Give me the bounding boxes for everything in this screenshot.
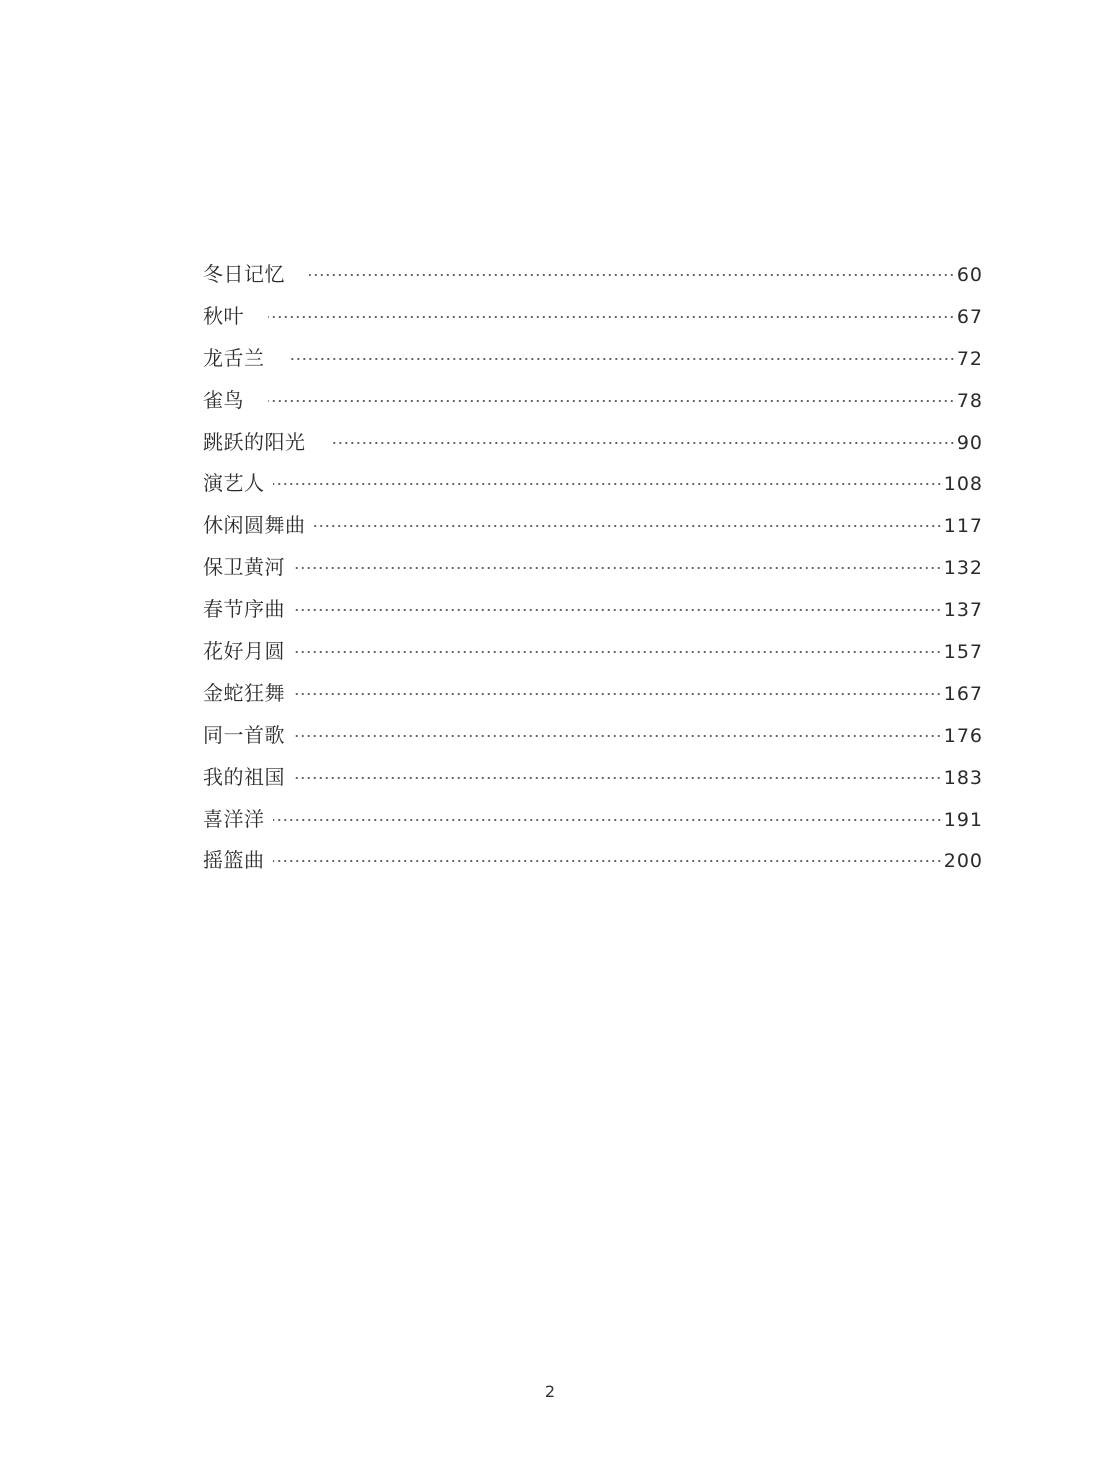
dot-leader xyxy=(314,525,942,527)
toc-entry[interactable] xyxy=(203,463,983,505)
toc-entry[interactable] xyxy=(203,338,983,380)
toc-entry-title: 休闲圆舞曲 xyxy=(203,513,306,538)
toc-entry-title: 摇篮曲 xyxy=(203,848,265,873)
toc-entry[interactable] xyxy=(203,799,983,841)
toc-entry-page: 78 xyxy=(956,389,983,412)
toc-entry-title: 喜洋洋 xyxy=(203,806,265,831)
toc-entry-title: 雀鸟 xyxy=(203,387,244,412)
dot-leader xyxy=(293,651,942,653)
toc-entry-title: 同一首歌 xyxy=(203,722,285,747)
toc-entry-page: 167 xyxy=(943,682,983,705)
toc-entry-page: 72 xyxy=(956,347,983,370)
toc-entry[interactable] xyxy=(203,631,983,673)
toc-entry[interactable] xyxy=(203,589,983,631)
toc-entry-page: 132 xyxy=(943,557,983,580)
toc-entry-title: 跳跃的阳光 xyxy=(203,429,306,454)
toc-entry[interactable] xyxy=(203,547,983,589)
toc-entry[interactable] xyxy=(203,296,983,338)
toc-entry[interactable] xyxy=(203,673,983,715)
toc-entry-title: 金蛇狂舞 xyxy=(203,680,285,705)
dot-leader xyxy=(330,442,955,444)
dot-leader xyxy=(289,358,955,360)
toc-entry-title: 演艺人 xyxy=(203,471,265,496)
dot-leader xyxy=(273,819,942,821)
dot-leader xyxy=(309,274,955,276)
toc-entry-page: 157 xyxy=(943,641,983,664)
toc-entry-title: 花好月圆 xyxy=(203,639,285,664)
dot-leader xyxy=(293,567,942,569)
toc-entry-page: 108 xyxy=(943,473,983,496)
dot-leader xyxy=(293,693,942,695)
toc-entry-page: 137 xyxy=(943,599,983,622)
dot-leader xyxy=(293,609,942,611)
toc-entry-title: 秋叶 xyxy=(203,303,244,328)
toc-entry-title: 龙舌兰 xyxy=(203,345,265,370)
toc-entry-page: 176 xyxy=(943,724,983,747)
toc-entry-page: 60 xyxy=(956,264,983,286)
toc-entry-title: 春节序曲 xyxy=(203,597,285,622)
toc-entry[interactable] xyxy=(203,715,983,757)
toc-entry-page: 200 xyxy=(943,850,983,873)
page-number: 2 xyxy=(544,1382,556,1401)
dot-leader xyxy=(268,316,955,318)
toc-entry-page: 117 xyxy=(943,515,983,538)
toc-entry-page: 90 xyxy=(956,431,983,454)
dot-leader xyxy=(273,860,942,862)
toc-entry[interactable] xyxy=(203,380,983,422)
toc-entry[interactable] xyxy=(203,840,983,882)
dot-leader xyxy=(293,735,942,737)
toc-entry-title: 我的祖国 xyxy=(203,764,285,789)
toc-entry-page: 191 xyxy=(943,808,983,831)
toc-entry[interactable] xyxy=(203,757,983,799)
table-of-contents xyxy=(203,254,983,882)
dot-leader xyxy=(268,400,955,402)
toc-entry-title: 保卫黄河 xyxy=(203,555,285,580)
toc-entry[interactable] xyxy=(203,422,983,464)
toc-entry-page: 67 xyxy=(956,305,983,328)
toc-entry[interactable] xyxy=(203,254,983,296)
dot-leader xyxy=(273,483,942,485)
dot-leader xyxy=(293,777,942,779)
toc-entry-title: 冬日记忆 xyxy=(203,262,285,286)
toc-entry[interactable] xyxy=(203,505,983,547)
toc-entry-page: 183 xyxy=(943,766,983,789)
